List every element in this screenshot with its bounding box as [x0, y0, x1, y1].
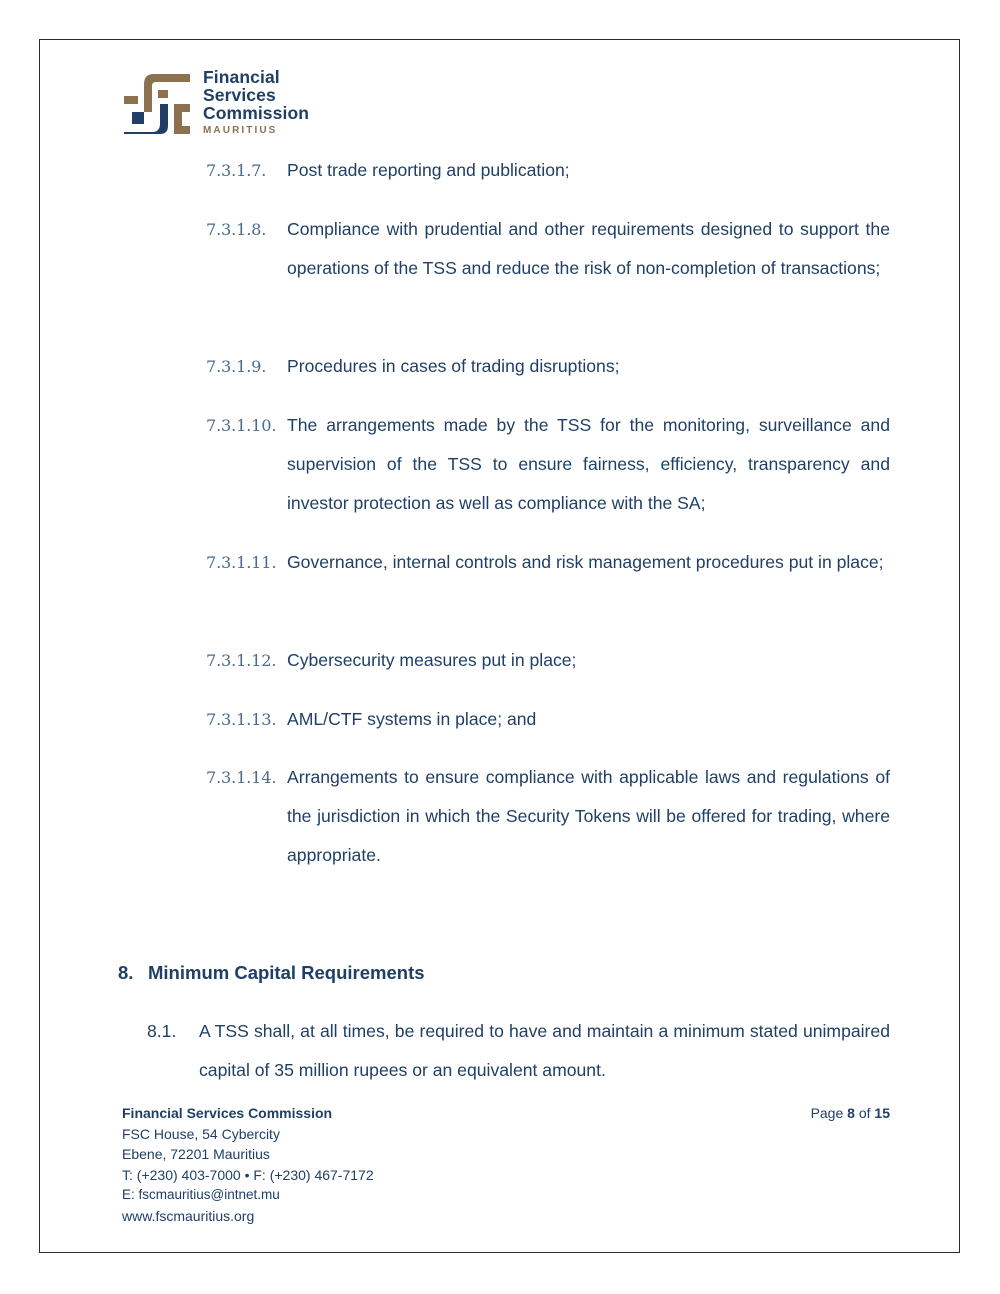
list-item: [206, 151, 890, 190]
page-of: of: [858, 1105, 871, 1121]
item-text: The arrangements made by the TSS for the monitoring, surveillance and supervision of the TSS to ensure fairness, efficiency, transparency and investor protection as well as compliance with the SA;: [287, 415, 890, 513]
page-current: 8: [847, 1105, 855, 1121]
item-text: AML/CTF systems in place; and: [287, 709, 537, 729]
footer-org-name: Financial Services Commission: [122, 1105, 333, 1121]
footer-address: [122, 1103, 374, 1226]
sub-clause-text: A TSS shall, at all times, be required to have and maintain a minimum stated unimpaired capital of 35 million rupees or an equivalent amount.: [199, 1021, 890, 1080]
sub-clause-number: 8.1.: [147, 1021, 177, 1041]
footer-website: www.fscmauritius.org: [122, 1207, 255, 1224]
list-item: [206, 641, 890, 680]
list-item: [206, 758, 890, 875]
section-title: Minimum Capital Requirements: [148, 962, 425, 983]
list-item: [206, 347, 890, 386]
page-number: [760, 1103, 890, 1124]
item-number: 7.3.1.14.: [206, 768, 277, 787]
list-item: [206, 210, 890, 288]
page-total: 15: [874, 1105, 890, 1121]
logo-text: [203, 68, 309, 136]
item-text: Compliance with prudential and other requirements designed to support the operations of the TSS and reduce the risk of non-completion of transactions;: [287, 219, 890, 278]
footer-phone: T: (+230) 403-7000 • F: (+230) 467-7172: [122, 1166, 374, 1183]
logo-sub: MAURITIUS: [203, 125, 278, 136]
item-number: 7.3.1.7.: [206, 161, 267, 180]
list-item: [206, 700, 890, 739]
list-item: [206, 543, 890, 582]
page-word: Page: [810, 1105, 844, 1121]
fsc-logo: [124, 68, 344, 138]
logo-line-3: Commission: [203, 103, 310, 123]
footer-email: E: fscmauritius@intnet.mu: [122, 1187, 280, 1202]
footer-address-line-2: Ebene, 72201 Mauritius: [122, 1146, 270, 1162]
fsc-logo-mark-icon: [124, 68, 196, 136]
item-number: 7.3.1.11.: [206, 553, 277, 572]
section-number: 8.: [118, 962, 134, 983]
list-item: [206, 406, 890, 523]
footer-address-line-1: FSC House, 54 Cybercity: [122, 1125, 280, 1142]
item-number: 7.3.1.8.: [206, 220, 267, 239]
item-number: 7.3.1.10.: [206, 416, 277, 435]
logo-line-1: Financial: [203, 67, 280, 87]
item-text: Post trade reporting and publication;: [287, 160, 570, 180]
item-number: 7.3.1.13.: [206, 710, 277, 729]
section-heading: [118, 956, 425, 990]
item-number: 7.3.1.9.: [206, 357, 267, 376]
item-text: Cybersecurity measures put in place;: [287, 650, 577, 670]
logo-line-2: Services: [203, 85, 276, 105]
item-text: Arrangements to ensure compliance with applicable laws and regulations of the jurisdiction in which the Security Tokens will be offered for trading, where appropriate.: [287, 767, 890, 865]
item-text: Procedures in cases of trading disruptions;: [287, 356, 620, 376]
item-number: 7.3.1.12.: [206, 651, 277, 670]
item-text: Governance, internal controls and risk management procedures put in place;: [287, 552, 884, 572]
sub-clause: [147, 1012, 890, 1090]
